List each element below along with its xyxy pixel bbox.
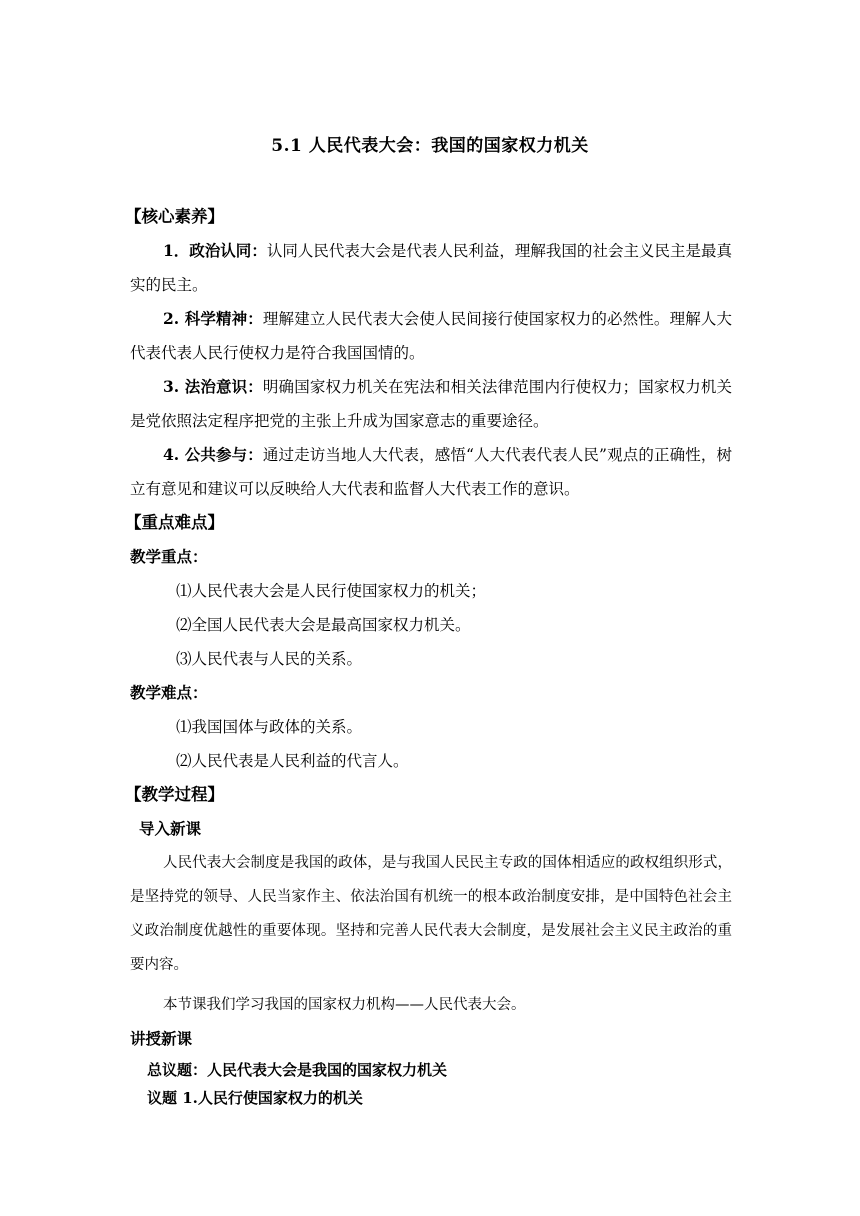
core-item-label: 2. 科学精神： [163,309,263,328]
focus-item-3: ⑶人民代表与人民的关系。 [176,650,363,668]
focus-item-2: ⑵全国人民代表大会是最高国家权力机关。 [176,616,471,634]
focus-item-1: ⑴人民代表大会是人民行使国家权力的机关； [176,582,487,600]
core-item-2 [130,302,732,370]
section-heading-core: 【核心素养】 [125,207,224,226]
core-item-4 [130,438,732,506]
core-item-text: 明确国家权力机关在宪法和相关法律范围内行使权力；国家权力机关是党依照法定程序把党的主张上升成为国家意志的重要途径。 [130,378,732,430]
intro-label: 导入新课 [139,819,202,838]
intro-paragraph-2: 本节课我们学习我国的国家权力机构——人民代表大会。 [163,997,526,1013]
difficulty-item-1: ⑴我国国体与政体的关系。 [176,718,363,736]
focus-label: 教学重点： [130,547,208,566]
section-heading-process: 【教学过程】 [125,785,224,804]
core-item-text: 通过走访当地人大代表，感悟“人大代表代表人民”观点的正确性，树立有意见和建议可以反映给人大代表和监督人大代表工作的意识。 [130,446,732,498]
topic-main: 总议题：人民代表大会是我国的国家权力机关 [147,1061,448,1079]
page-title: 5.1 人民代表大会：我国的国家权力机关 [271,136,589,156]
core-item-1 [130,234,732,302]
difficulty-item-2: ⑵人民代表是人民利益的代言人。 [176,752,409,770]
core-item-3 [130,370,732,438]
difficulty-label: 教学难点： [130,683,208,702]
core-item-label: 4. 公共参与： [163,445,263,464]
core-item-label: 3. 法治意识： [163,377,263,396]
intro-paragraph-1: 人民代表大会制度是我国的政体，是与我国人民民主专政的国体相适应的政权组织形式，是坚持党的领导、人民当家作主、依法治国有机统一的根本政治制度安排，是中国特色社会主义政治制度优越性的重要体现。坚持和完善人民代表大会制度，是发展社会主义民主政治的重要内容。 [130,855,732,973]
document-body [125,200,732,1112]
core-item-text: 理解建立人民代表大会使人民间接行使国家权力的必然性。理解人大代表代表人民行使权力是符合我国国情的。 [130,310,732,362]
core-item-label: 1．政治认同： [163,241,267,260]
teach-label: 讲授新课 [130,1029,193,1048]
section-heading-key: 【重点难点】 [125,513,224,532]
core-item-text: 认同人民代表大会是代表人民利益，理解我国的社会主义民主是最真实的民主。 [130,242,732,294]
topic-1: 议题 1.人民行使国家权力的机关 [147,1089,363,1107]
